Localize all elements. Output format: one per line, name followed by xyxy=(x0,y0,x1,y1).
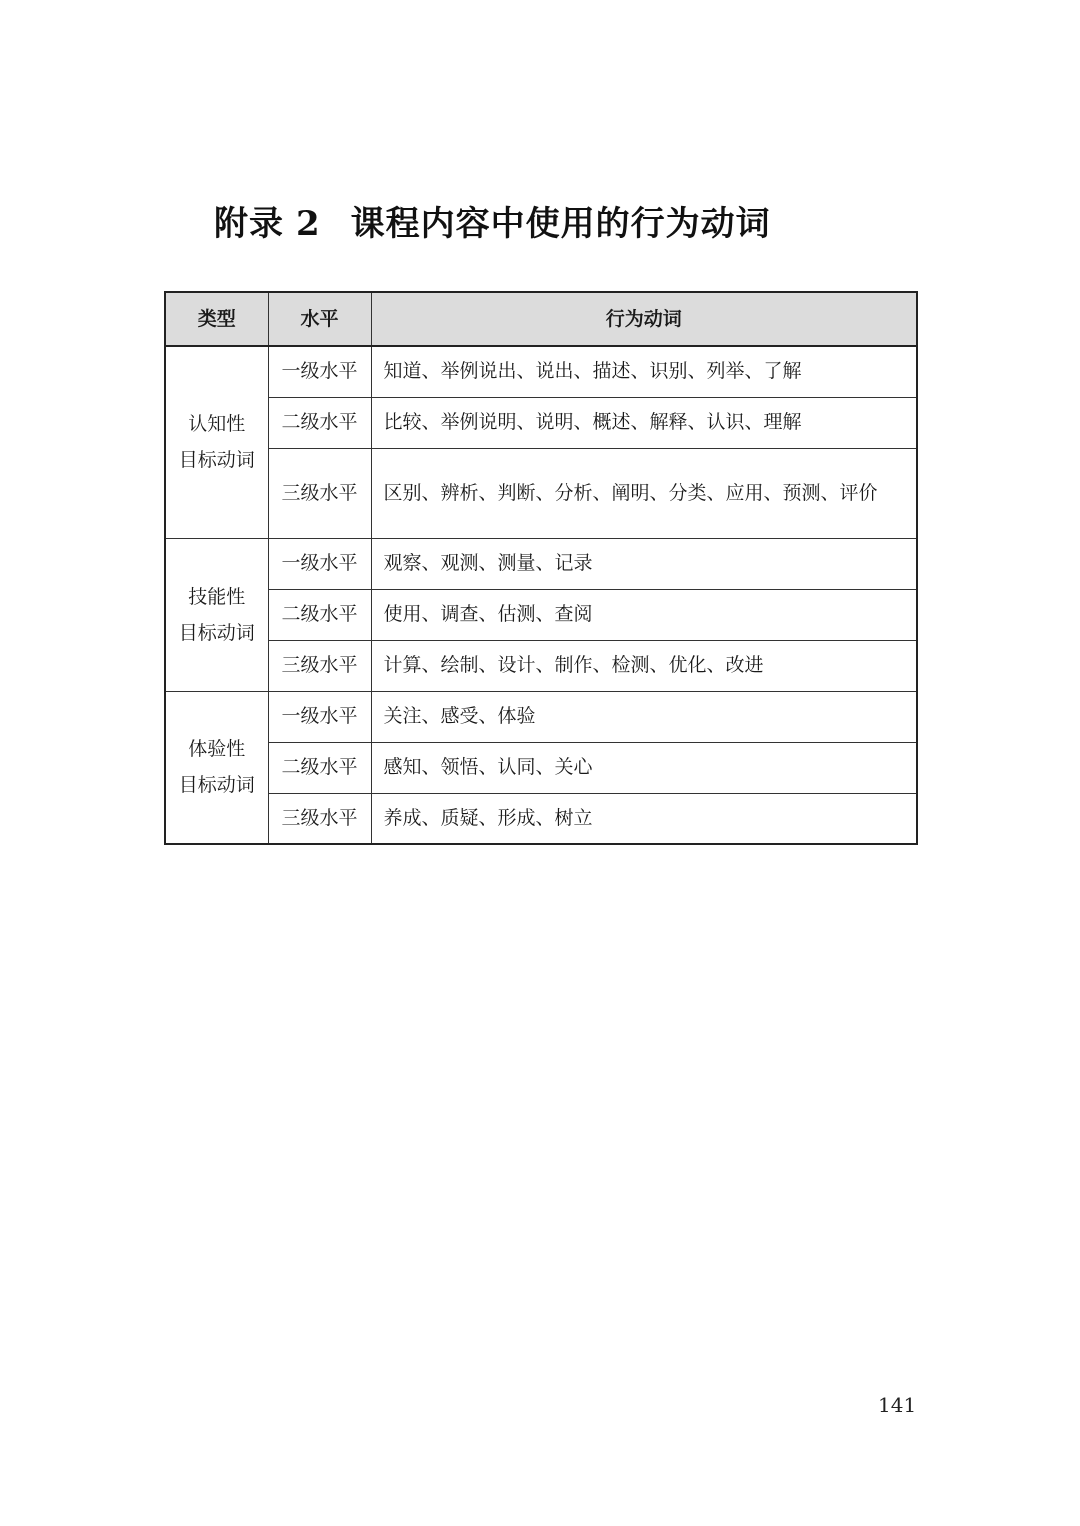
type-cell-cognitive xyxy=(165,346,268,538)
verbs-cell: 使用、调查、估测、查阅 xyxy=(371,589,917,640)
type-label-line2: 目标动词 xyxy=(178,449,255,472)
verbs-cell: 关注、感受、体验 xyxy=(371,691,917,742)
verbs-cell: 区别、辨析、判断、分析、阐明、分类、应用、预测、评价 xyxy=(371,448,917,538)
table-row xyxy=(165,742,917,793)
type-label-line1: 认知性 xyxy=(188,413,246,436)
table-row xyxy=(165,793,917,844)
table-row xyxy=(165,346,917,397)
level-cell: 二级水平 xyxy=(268,589,371,640)
verbs-cell: 比较、举例说明、说明、概述、解释、认识、理解 xyxy=(371,397,917,448)
type-label-line1: 技能性 xyxy=(188,585,246,608)
table-row xyxy=(165,397,917,448)
table-row xyxy=(165,448,917,538)
level-cell: 二级水平 xyxy=(268,742,371,793)
page-title xyxy=(214,196,771,245)
verbs-cell: 计算、绘制、设计、制作、检测、优化、改进 xyxy=(371,640,917,691)
page-number: 141 xyxy=(878,1393,917,1417)
level-cell: 二级水平 xyxy=(268,397,371,448)
verbs-cell: 养成、质疑、形成、树立 xyxy=(371,793,917,844)
header-type: 类型 xyxy=(165,292,268,346)
level-cell: 一级水平 xyxy=(268,538,371,589)
type-label-line2: 目标动词 xyxy=(178,621,255,644)
title-number: 2 xyxy=(296,204,321,244)
header-verbs: 行为动词 xyxy=(371,292,917,346)
behavior-verbs-table xyxy=(164,291,918,845)
verbs-cell: 观察、观测、测量、记录 xyxy=(371,538,917,589)
type-label-line2: 目标动词 xyxy=(178,774,255,797)
table-row xyxy=(165,589,917,640)
level-cell: 三级水平 xyxy=(268,793,371,844)
type-cell-skill xyxy=(165,538,268,691)
level-cell: 三级水平 xyxy=(268,640,371,691)
table-header-row xyxy=(165,292,917,346)
level-cell: 一级水平 xyxy=(268,346,371,397)
table-row xyxy=(165,640,917,691)
type-label-line1: 体验性 xyxy=(188,738,246,761)
table-row xyxy=(165,691,917,742)
type-cell-experience xyxy=(165,691,268,844)
level-cell: 一级水平 xyxy=(268,691,371,742)
title-prefix: 附录 xyxy=(214,204,284,244)
title-text: 课程内容中使用的行为动词 xyxy=(350,204,771,244)
header-level: 水平 xyxy=(268,292,371,346)
table-row xyxy=(165,538,917,589)
verbs-cell: 知道、举例说出、说出、描述、识别、列举、了解 xyxy=(371,346,917,397)
level-cell: 三级水平 xyxy=(268,448,371,538)
verbs-cell: 感知、领悟、认同、关心 xyxy=(371,742,917,793)
